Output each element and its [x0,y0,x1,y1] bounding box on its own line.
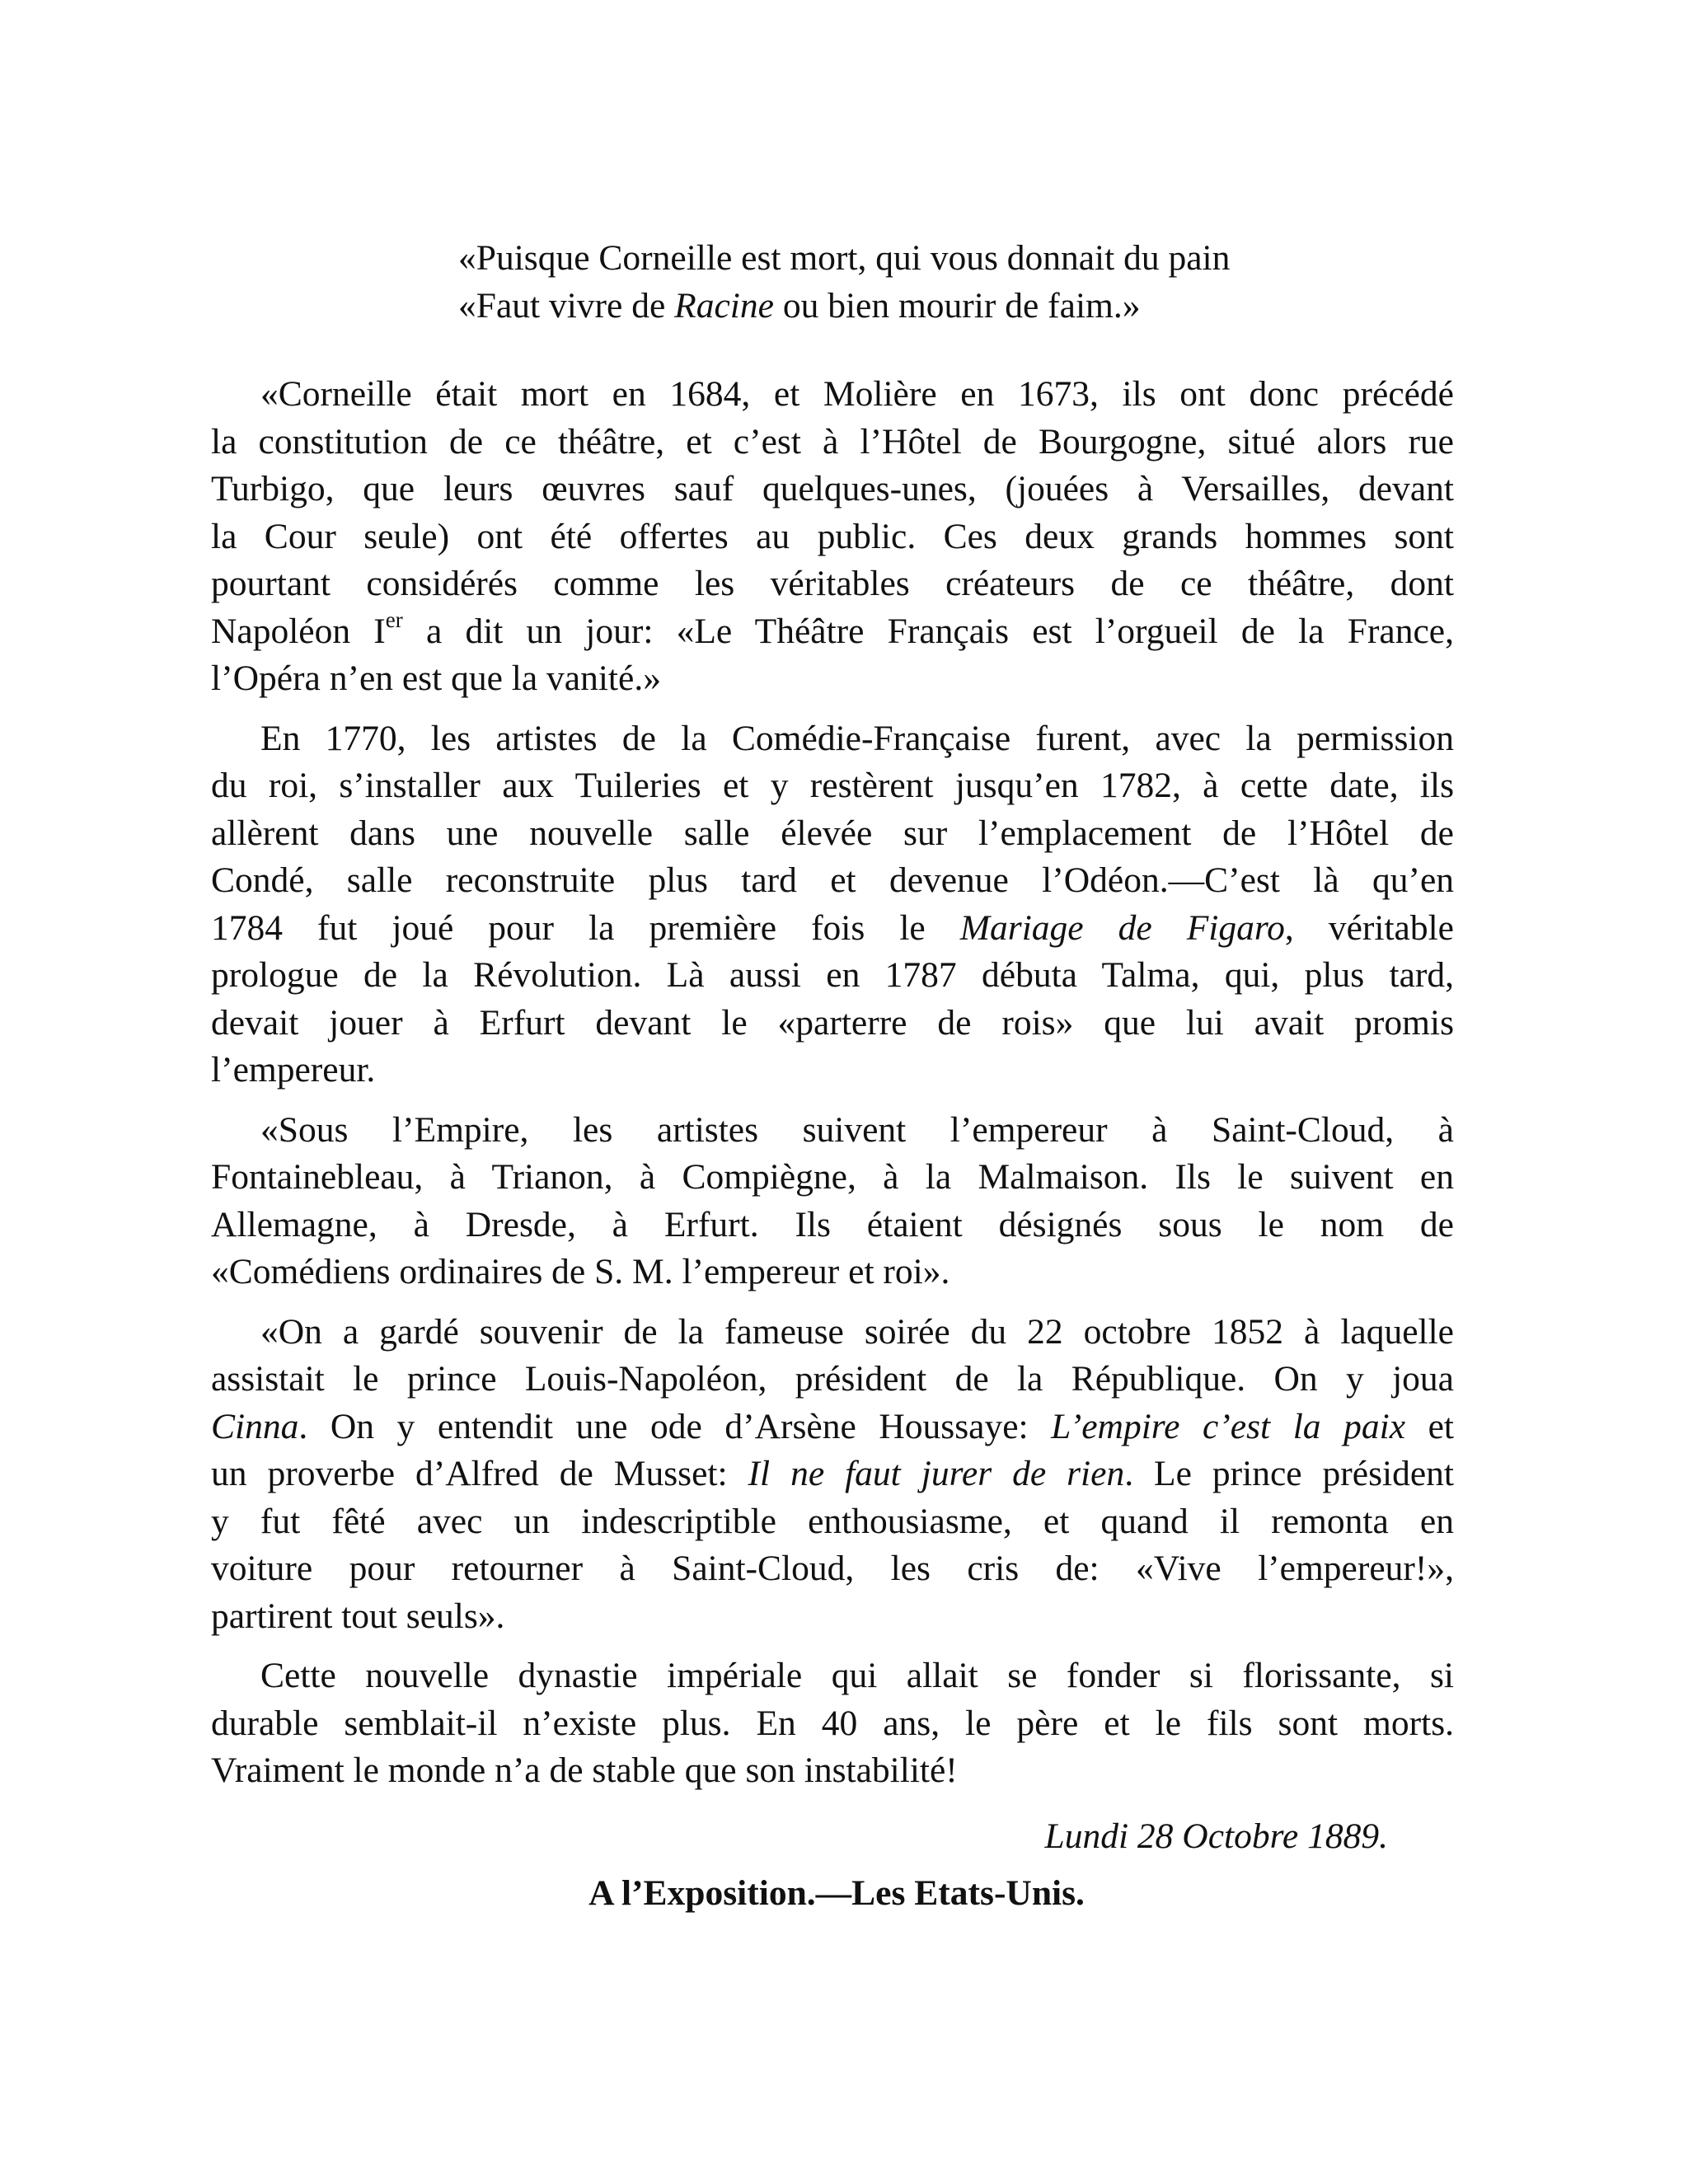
verse-quotation [458,235,1454,330]
text-line [211,371,1454,419]
text-run: durable semblait-il n’existe plus. En 40 ans, le père et le fils sont morts. [211,1703,1454,1743]
text-run: un proverbe d’Alfred de Musset: [211,1454,748,1493]
text-run: pourtant considérés comme les véritables créateurs de ce théâtre, dont [211,564,1454,603]
paragraph [211,715,1454,1094]
text-line [211,1700,1454,1748]
text-line [211,762,1454,810]
text-line [211,655,1454,703]
text-run: assistait le prince Louis-Napoléon, président de la République. On y joua [211,1359,1454,1399]
text-line [211,715,1454,763]
text-run: a dit un jour: «Le Théâtre Français est l’orgueil de la France, [402,611,1454,651]
text-line [211,1652,1454,1700]
text-run: voiture pour retourner à Saint-Cloud, les cris de: «Vive l’empereur!», [211,1549,1454,1588]
document-page [211,235,1454,1918]
text-line [211,419,1454,466]
text-line [211,513,1454,561]
text-run: et [1405,1406,1454,1446]
text-run: l’empereur. [211,1050,376,1090]
text-run: En 1770, les artistes de la Comédie-Française furent, avec la permission [260,718,1454,758]
text-run: «Sous l’Empire, les artistes suivent l’empereur à Saint-Cloud, à [260,1109,1454,1150]
text-run: du roi, s’installer aux Tuileries et y restèrent jusqu’en 1782, à cette date, ils [211,766,1454,805]
italic-text: Il ne faut jurer de rien [748,1454,1125,1493]
italic-text: Mariage de Figaro [959,907,1285,948]
text-run: prologue de la Révolution. Là aussi en 1787 débuta Talma, qui, plus tard, [211,955,1454,995]
superscript: er [385,607,403,632]
text-run: y fut fêté avec un indescriptible enthousiasme, et quand il remonta en [211,1501,1454,1541]
italic-text: Cinna [211,1406,299,1446]
text-run: Cette nouvelle dynastie impériale qui allait se fonder si florissante, si [260,1656,1454,1695]
paragraph [211,371,1454,703]
italic-text: Racine [674,285,774,326]
text-line [211,1154,1454,1202]
text-run: la constitution de ce théâtre, et c’est à l’Hôtel de Bourgogne, situé alors rue [211,421,1454,462]
text-run: devait jouer à Erfurt devant le «parterre de rois» que lui avait promis [211,1002,1454,1043]
text-line [211,1107,1454,1155]
text-run: . Le prince président [1124,1454,1454,1493]
text-run: 1784 fut joué pour la première fois le [211,907,960,948]
text-line [211,1545,1454,1593]
verse-line [458,283,1454,330]
text-run: partirent tout seuls». [211,1596,505,1636]
text-line [211,1000,1454,1047]
text-run: Fontainebleau, à Trianon, à Compiègne, à la Malmaison. Ils le suivent en [211,1157,1454,1197]
italic-text: L’empire c’est la paix [1051,1406,1405,1446]
text-line [211,560,1454,608]
text-line [211,1356,1454,1404]
text-run: «Comédiens ordinaires de S. M. l’empereur et roi». [211,1252,950,1291]
paragraph [211,1652,1454,1795]
text-run: Condé, salle reconstruite plus tard et devenue l’Odéon.—C’est là qu’en [211,860,1454,900]
text-line [211,952,1454,1000]
text-line [211,857,1454,905]
section-heading: A l’Exposition.—Les Etats-Unis. [588,1873,1085,1913]
text-run: «Faut vivre de [458,285,675,326]
text-line [211,1593,1454,1641]
text-line [211,1249,1454,1296]
text-line [211,810,1454,858]
text-line [211,1498,1454,1546]
text-run: «Corneille était mort en 1684, et Molière en 1673, ils ont donc précédé [260,374,1454,414]
text-line [211,1202,1454,1249]
text-run: Allemagne, à Dresde, à Erfurt. Ils étaient désignés sous le nom de [211,1204,1454,1244]
text-run: «Puisque Corneille est mort, qui vous donnait du pain [458,238,1231,278]
text-run: . On y entendit une ode d’Arsène Houssaye: [298,1406,1052,1446]
text-line [211,608,1454,656]
text-line [211,905,1454,953]
text-run: ou bien mourir de faim.» [773,285,1141,326]
verse-line [458,235,1454,283]
body-text [211,371,1454,1795]
text-run: Vraiment le monde n’a de stable que son instabilité! [211,1750,958,1790]
text-line [211,1747,1454,1795]
paragraph [211,1309,1454,1641]
text-line [211,1404,1454,1451]
text-run: l’Opéra n’en est que la vanité.» [211,658,661,698]
text-line [211,1309,1454,1357]
text-run: «On a gardé souvenir de la fameuse soirée du 22 octobre 1852 à laquelle [260,1311,1454,1352]
text-run: la Cour seule) ont été offertes au public. Ces deux grands hommes sont [211,516,1454,556]
text-run: Napoléon I [211,611,386,651]
text-run: Turbigo, que leurs œuvres sauf quelques-unes, (jouées à Versailles, devant [211,469,1454,509]
text-line [211,1047,1454,1094]
text-run: , véritable [1284,907,1454,948]
paragraph [211,1107,1454,1296]
text-line [211,1451,1454,1498]
text-line [211,466,1454,513]
dateline: Lundi 28 Octobre 1889. [1044,1816,1388,1856]
text-run: allèrent dans une nouvelle salle élevée sur l’emplacement de l’Hôtel de [211,813,1454,853]
